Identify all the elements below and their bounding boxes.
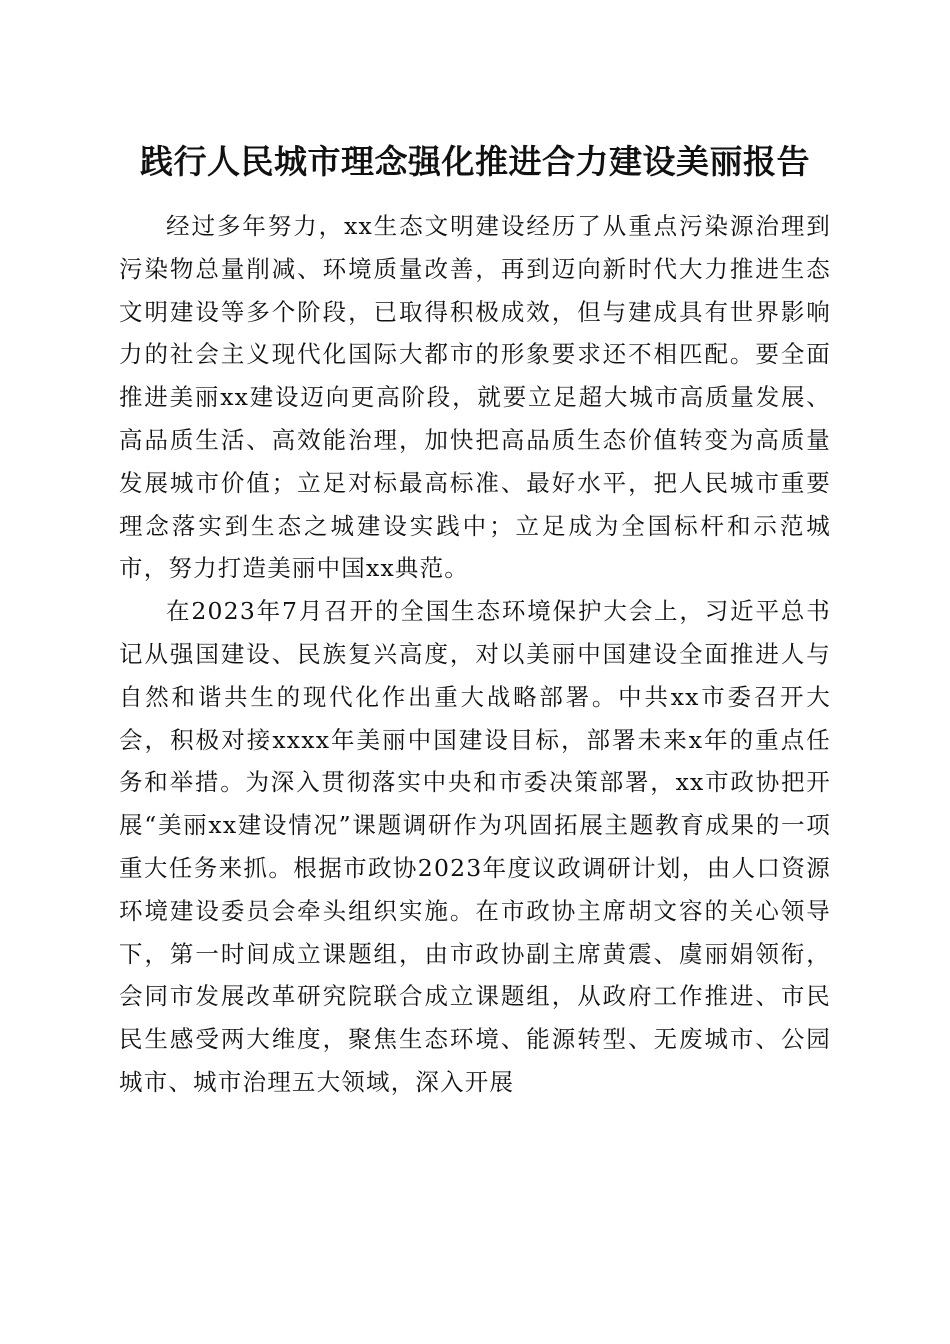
document-title: 践行人民城市理念强化推进合力建设美丽报告	[140, 142, 810, 181]
paragraph-1: 经过多年努力，xx生态文明建设经历了从重点污染源治理到污染物总量削减、环境质量改善，再到迈向新时代大力推进生态文明建设等多个阶段，已取得积极成效，但与建成具有世界影响力的社会主义现代化国际大都市的形象要求还不相匹配。要全面推进美丽xx建设迈向更高阶段，就要立足超大城市高质量发展、高品质生活、高效能治理，加快把高品质生态价值转变为高质量发展城市价值；立足对标最高标准、最好水平，把人民城市重要理念落实到生态之城建设实践中；立足成为全国标杆和示范城市，努力打造美丽中国xx典范。	[119, 212, 831, 583]
document-body	[119, 205, 831, 1104]
paragraph-2: 在2023年7月召开的全国生态环境保护大会上，习近平总书记从强国建设、民族复兴高度，对以美丽中国建设全面推进人与自然和谐共生的现代化作出重大战略部署。中共xx市委召开大会，积极对接xxxx年美丽中国建设目标，部署未来x年的重点任务和举措。为深入贯彻落实中央和市委决策部署，xx市政协把开展“美丽xx建设情况”课题调研作为巩固拓展主题教育成果的一项重大任务来抓。根据市政协2023年度议政调研计划，由人口资源环境建设委员会牵头组织实施。在市政协主席胡文容的关心领导下，第一时间成立课题组，由市政协副主席黄震、虞丽娟领衔，会同市发展改革研究院联合成立课题组，从政府工作推进、市民民生感受两大维度，聚焦生态环境、能源转型、无废城市、公园城市、城市治理五大领域，深入开展	[119, 597, 831, 1096]
